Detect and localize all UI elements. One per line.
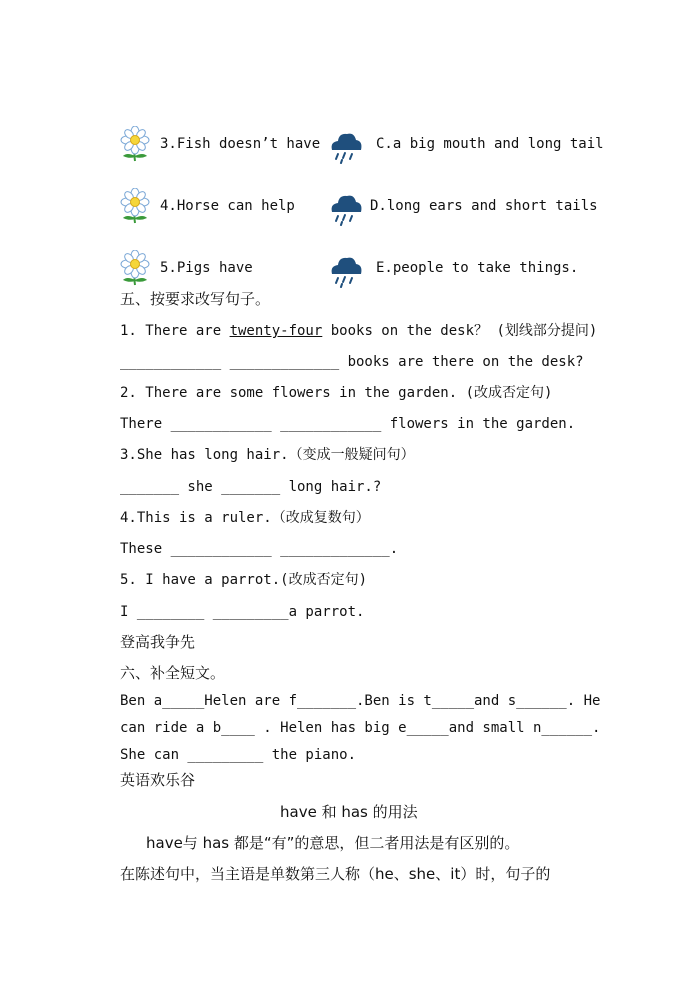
passage-line-3: She can _________ the piano.: [120, 747, 357, 763]
answer-2: There ____________ ____________ flowers in the garden.: [120, 416, 576, 432]
match-right-c: C.a big mouth and long tail: [376, 136, 604, 152]
rain-cloud-icon: [328, 190, 364, 226]
sub-heading-yyhlg: 英语欢乐谷: [120, 771, 196, 789]
usage-title: have 和 has 的用法: [280, 803, 418, 821]
section6-heading: 六、补全短文。: [120, 664, 226, 682]
passage-line-1: Ben a_____Helen are f_______.Ben is t_____and s______. He: [120, 693, 601, 709]
section5-heading: 五、按要求改写句子。: [120, 290, 271, 308]
question-4: 4.This is a ruler.（改成复数句）: [120, 510, 370, 526]
question-2: 2. There are some flowers in the garden. (改成否定句): [120, 385, 553, 401]
question-5: 5. I have a parrot.(改成否定句): [120, 572, 368, 588]
sub-heading-dgwz: 登高我争先: [120, 633, 196, 651]
passage-line-2: can ride a b____ . Helen has big e_____and small n______.: [120, 720, 601, 736]
rain-cloud-icon: [328, 128, 364, 164]
underlined-phrase: twenty-four: [229, 323, 323, 339]
question-1: 1. There are twenty-four books on the desk？ (划线部分提问): [120, 323, 598, 339]
answer-4: These ____________ _____________.: [120, 541, 399, 557]
usage-paragraph-2: 在陈述句中，当主语是单数第三人称（he、she、it）时，句子的: [120, 865, 551, 883]
daisy-flower-icon: [117, 126, 153, 162]
match-left-5: 5.Pigs have: [160, 260, 253, 276]
match-right-e: E.people to take things.: [376, 260, 579, 276]
match-left-3: 3.Fish doesn’t have: [160, 136, 321, 152]
usage-paragraph-1: have与 has 都是“有”的意思，但二者用法是有区别的。: [146, 834, 520, 852]
answer-5: I ________ _________a parrot.: [120, 604, 365, 620]
match-right-d: D.long ears and short tails: [370, 198, 598, 214]
answer-3: _______ she _______ long hair.?: [120, 479, 382, 495]
answer-1: ____________ _____________ books are there on the desk?: [120, 354, 584, 370]
rain-cloud-icon: [328, 252, 364, 288]
daisy-flower-icon: [117, 250, 153, 286]
match-left-4: 4.Horse can help: [160, 198, 295, 214]
daisy-flower-icon: [117, 188, 153, 224]
question-3: 3.She has long hair.（变成一般疑问句）: [120, 447, 415, 463]
